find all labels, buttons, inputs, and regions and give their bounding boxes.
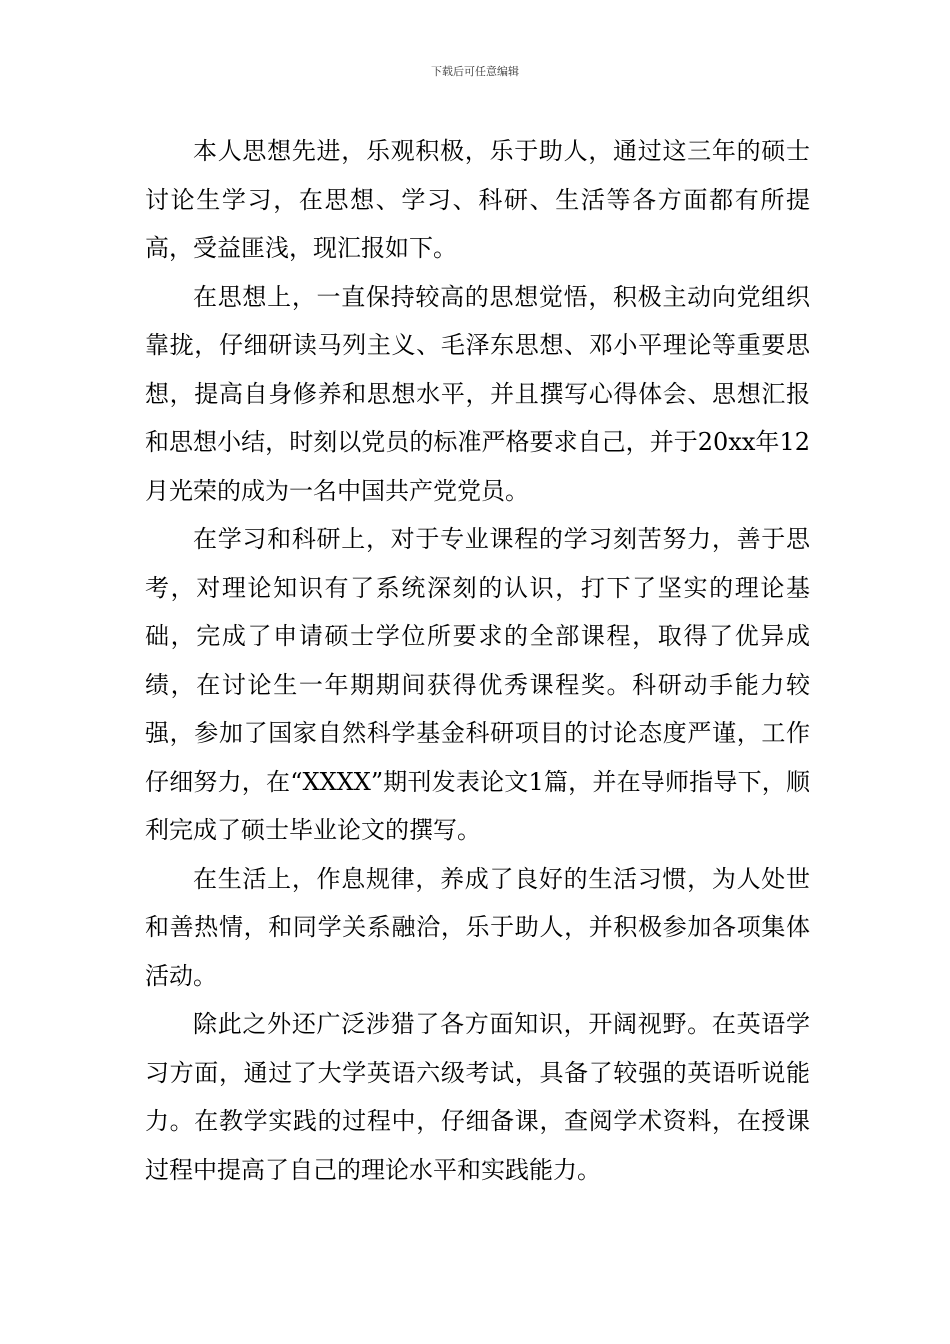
- paragraph-life: 在生活上，作息规律，养成了良好的生活习惯，为人处世和善热情，和同学关系融洽，乐于助人，并积极参加各项集体活动。: [145, 864, 810, 990]
- paragraph-intro: 本人思想先进，乐观积极，乐于助人，通过这三年的硕士讨论生学习，在思想、学习、科研、生活等各方面都有所提高，受益匪浅，现汇报如下。: [145, 137, 810, 262]
- document-body: [145, 127, 810, 1194]
- page-header: 下载后可任意编辑: [431, 65, 519, 78]
- paragraph-other: 除此之外还广泛涉猎了各方面知识，开阔视野。在英语学习方面，通过了大学英语六级考试，具备了较强的英语听说能力。在教学实践的过程中，仔细备课，查阅学术资料，在授课过程中提高了自己的理论水平和实践能力。: [145, 1010, 810, 1184]
- paragraph-study-research: 在学习和科研上，对于专业课程的学习刻苦努力，善于思考，对理论知识有了系统深刻的认识，打下了坚实的理论基础，完成了申请硕士学位所要求的全部课程，取得了优异成绩，在讨论生一年期期间获得优秀课程奖。科研动手能力较强，参加了国家自然科学基金科研项目的讨论态度严谨，工作仔细努力，在“XXXX”期刊发表论文1篇，并在导师指导下，顺利完成了硕士毕业论文的撰写。: [145, 525, 810, 844]
- paragraph-ideology: 在思想上，一直保持较高的思想觉悟，积极主动向党组织靠拢，仔细研读马列主义、毛泽东思想、邓小平理论等重要思想，提高自身修养和思想水平，并且撰写心得体会、思想汇报和思想小结，时刻以党员的标准严格要求自己，并于20xx年12月光荣的成为一名中国共产党党员。: [145, 282, 810, 505]
